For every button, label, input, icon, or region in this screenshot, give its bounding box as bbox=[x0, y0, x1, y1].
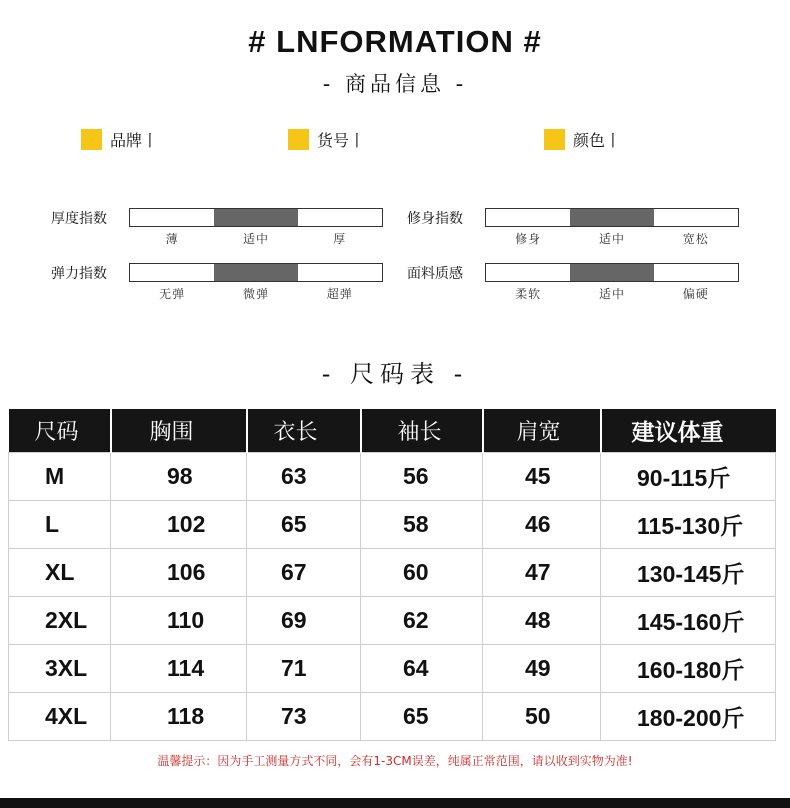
yellow-square-icon bbox=[544, 129, 565, 150]
scale-elasticity-ticks bbox=[129, 285, 383, 301]
cell-shoulder: 47 bbox=[483, 548, 601, 596]
scale-texture-indicator bbox=[570, 264, 654, 281]
scale-elasticity-indicator bbox=[214, 264, 298, 281]
column-header-shoulder: 肩宽 bbox=[483, 409, 601, 452]
cell-sleeve: 62 bbox=[361, 596, 483, 644]
scale-elasticity-label: 弹力指数 bbox=[51, 266, 107, 282]
cell-length: 69 bbox=[247, 596, 361, 644]
cell-length: 73 bbox=[247, 692, 361, 740]
cell-chest: 118 bbox=[111, 692, 247, 740]
table-row bbox=[9, 644, 776, 692]
size-table-header bbox=[9, 409, 776, 452]
info-brand bbox=[81, 128, 158, 151]
scale-texture-label: 面料质感 bbox=[407, 266, 463, 282]
cell-sleeve: 56 bbox=[361, 452, 483, 500]
cell-length: 71 bbox=[247, 644, 361, 692]
cell-weight: 180-200斤 bbox=[601, 692, 776, 740]
cell-weight: 160-180斤 bbox=[601, 644, 776, 692]
cell-chest: 110 bbox=[111, 596, 247, 644]
scale-fit-bar bbox=[485, 208, 739, 227]
table-row bbox=[9, 500, 776, 548]
scale-fit-ticks bbox=[485, 230, 739, 246]
scale-thickness-ticks bbox=[129, 230, 383, 246]
cell-chest: 102 bbox=[111, 500, 247, 548]
scale-thickness-indicator bbox=[214, 209, 298, 226]
column-header-sleeve: 袖长 bbox=[361, 409, 483, 452]
table-row bbox=[9, 452, 776, 500]
cell-chest: 114 bbox=[111, 644, 247, 692]
scale-thickness-bar bbox=[129, 208, 383, 227]
cell-size: XL bbox=[9, 548, 111, 596]
scale-tick: 厚 bbox=[333, 232, 347, 246]
scale-fit-label: 修身指数 bbox=[407, 211, 463, 227]
scale-tick: 柔软 bbox=[515, 287, 542, 301]
scale-elasticity-bar bbox=[129, 263, 383, 282]
scale-texture-ticks bbox=[485, 285, 739, 301]
info-brand-label: 品牌丨 bbox=[110, 131, 159, 150]
cell-shoulder: 50 bbox=[483, 692, 601, 740]
info-color bbox=[544, 128, 621, 151]
cell-sleeve: 65 bbox=[361, 692, 483, 740]
cell-sleeve: 58 bbox=[361, 500, 483, 548]
table-row bbox=[9, 692, 776, 740]
cell-size: 4XL bbox=[9, 692, 111, 740]
scale-texture-bar bbox=[485, 263, 739, 282]
measurement-note: 温馨提示：因为手工测量方式不同，会有1-3CM误差，纯属正常范围，请以收到实物为准! bbox=[157, 754, 633, 768]
scale-tick: 适中 bbox=[598, 287, 626, 301]
column-header-size: 尺码 bbox=[9, 409, 111, 452]
scale-tick: 微弹 bbox=[242, 287, 270, 301]
cell-shoulder: 49 bbox=[483, 644, 601, 692]
page-subtitle: - 商品信息 - bbox=[322, 72, 468, 96]
scale-tick: 偏硬 bbox=[682, 287, 709, 301]
info-item-number-label: 货号丨 bbox=[317, 131, 366, 150]
cell-length: 63 bbox=[247, 452, 361, 500]
yellow-square-icon bbox=[288, 129, 309, 150]
cell-shoulder: 46 bbox=[483, 500, 601, 548]
column-header-weight: 建议体重 bbox=[601, 409, 776, 452]
scale-tick: 薄 bbox=[165, 232, 179, 246]
cell-chest: 106 bbox=[111, 548, 247, 596]
column-header-chest: 胸围 bbox=[111, 409, 247, 452]
info-color-label: 颜色丨 bbox=[573, 131, 622, 150]
cell-chest: 98 bbox=[111, 452, 247, 500]
cell-sleeve: 60 bbox=[361, 548, 483, 596]
table-row bbox=[9, 596, 776, 644]
cell-size: L bbox=[9, 500, 111, 548]
scale-fit-indicator bbox=[570, 209, 654, 226]
scale-tick: 适中 bbox=[598, 232, 626, 246]
scale-tick: 适中 bbox=[242, 232, 270, 246]
scale-tick: 无弹 bbox=[159, 287, 186, 301]
cell-weight: 145-160斤 bbox=[601, 596, 776, 644]
cell-shoulder: 48 bbox=[483, 596, 601, 644]
cell-length: 67 bbox=[247, 548, 361, 596]
cell-length: 65 bbox=[247, 500, 361, 548]
cell-shoulder: 45 bbox=[483, 452, 601, 500]
scale-tick: 宽松 bbox=[682, 232, 709, 246]
cell-sleeve: 64 bbox=[361, 644, 483, 692]
scale-thickness-label: 厚度指数 bbox=[51, 211, 107, 227]
size-chart-title: - 尺码表 - bbox=[321, 360, 469, 388]
scale-tick: 修身 bbox=[515, 232, 542, 246]
yellow-square-icon bbox=[81, 129, 102, 150]
scale-tick: 超弹 bbox=[326, 287, 353, 301]
cell-size: 3XL bbox=[9, 644, 111, 692]
cell-weight: 130-145斤 bbox=[601, 548, 776, 596]
size-table bbox=[8, 409, 776, 741]
cell-size: M bbox=[9, 452, 111, 500]
cell-size: 2XL bbox=[9, 596, 111, 644]
bottom-border bbox=[0, 798, 790, 808]
cell-weight: 90-115斤 bbox=[601, 452, 776, 500]
column-header-length: 衣长 bbox=[247, 409, 361, 452]
table-row bbox=[9, 548, 776, 596]
info-item-number bbox=[288, 128, 365, 151]
page-title: # LNFORMATION # bbox=[248, 24, 542, 59]
cell-weight: 115-130斤 bbox=[601, 500, 776, 548]
